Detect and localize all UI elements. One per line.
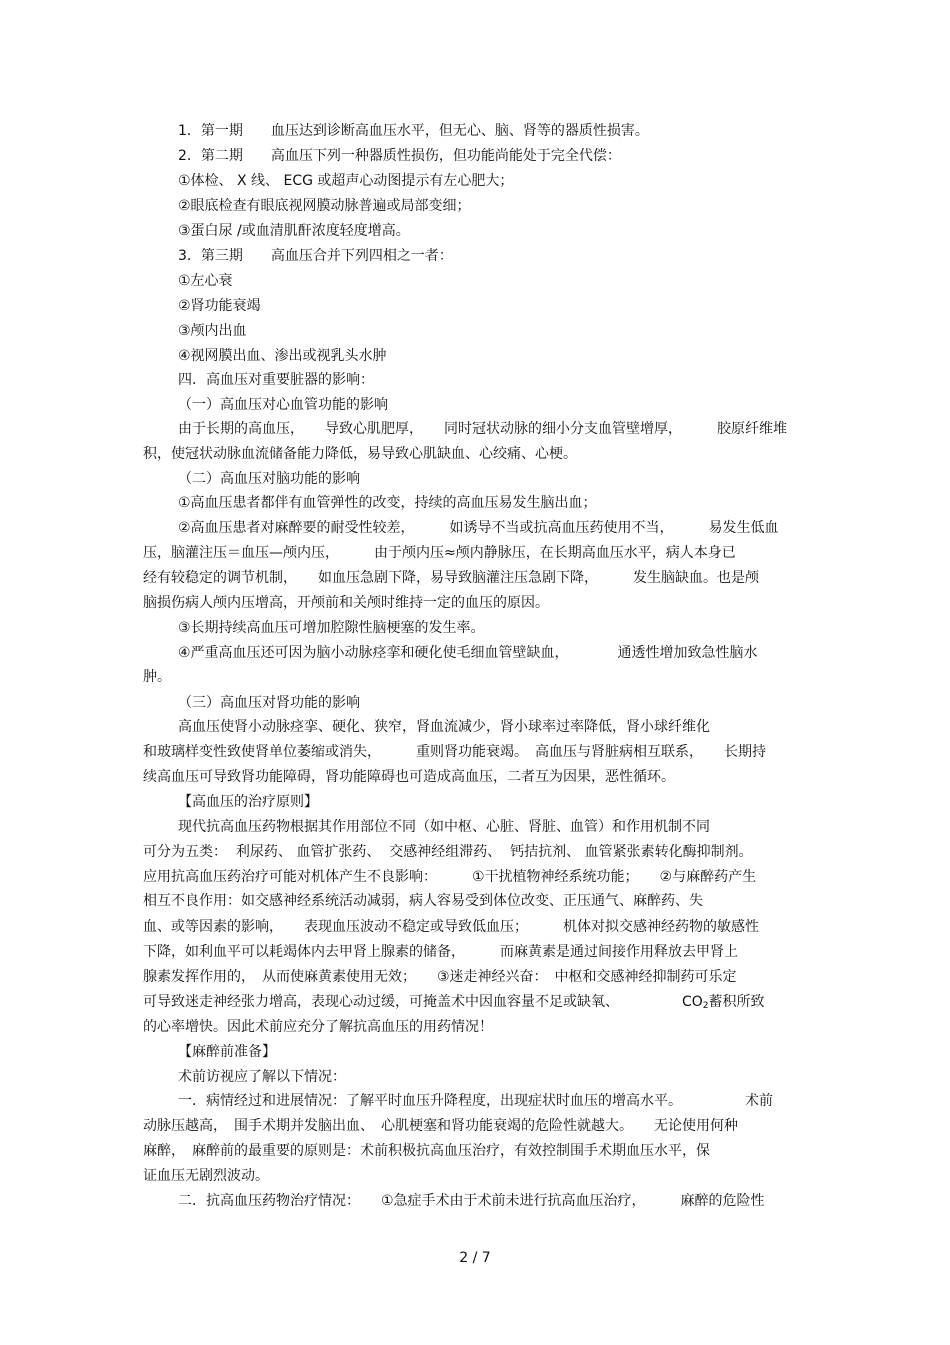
text-line: 证血压无剧烈波动。 — [143, 1168, 269, 1184]
text-line: 高血压使肾小动脉痉挛、硬化、狭窄，肾血流减少，肾小球率过率降低，肾小球纤维化 — [178, 719, 710, 735]
text-line: ④视网膜出血、渗出或视乳头水肿 — [178, 348, 387, 364]
text-line: 脑损伤病人颅内压增高，开颅前和关颅时维持一定的血压的原因。 — [143, 595, 549, 611]
text-line: 经有较稳定的调节机制， 如血压急剧下降，易导致脑灌注压急剧下降， 发生脑缺血。也是颅 — [143, 570, 759, 586]
text-line: 的心率增快。因此术前应充分了解抗高血压的用药情况！ — [143, 1019, 493, 1035]
text-line: 和玻璃样变性致使肾单位萎缩或消失， 重则肾功能衰竭。 高血压与肾脏病相互联系， 长期持 — [143, 744, 766, 760]
text-line: 四．高血压对重要脏器的影响： — [178, 372, 374, 388]
text-line: 相互不良作用：如交感神经系统活动减弱，病人容易受到体位改变、正压通气、麻醉药、失 — [143, 893, 703, 909]
text-line: ③长期持续高血压可增加腔隙性脑梗塞的发生率。 — [178, 620, 485, 636]
text-line: ③颅内出血 — [178, 323, 247, 339]
text-line: 现代抗高血压药物根据其作用部位不同（如中枢、心脏、肾脏、血管）和作用机制不同 — [178, 819, 710, 835]
text-line: 【高血压的治疗原则】 — [178, 794, 318, 810]
text-line: 下降，如利血平可以耗竭体内去甲肾上腺素的储备， 而麻黄素是通过间接作用释放去甲肾上 — [143, 944, 738, 960]
text-line: ③蛋白尿 /或血清肌酐浓度轻度增高。 — [178, 223, 410, 239]
page-number: 2 / 7 — [459, 1250, 491, 1266]
text-line: （三）高血压对肾功能的影响 — [178, 695, 360, 711]
text-line: ①左心衰 — [178, 273, 233, 289]
text-line: ②眼底检查有眼底视网膜动脉普遍或局部变细； — [178, 198, 471, 214]
text-line: 2．第二期 高血压下列一种器质性损伤，但功能尚能处于完全代偿： — [178, 148, 621, 164]
text-line: 麻醉， 麻醉前的最重要的原则是：术前积极抗高血压治疗，有效控制围手术期血压水平，保 — [143, 1143, 710, 1159]
text-line: 腺素发挥作用的， 从而使麻黄素使用无效； ③迷走神经兴奋： 中枢和交感神经抑制药可乐定 — [143, 969, 737, 985]
co2-subscript: 2 — [702, 1001, 709, 1011]
text-line: 可分为五类： 利尿药、 血管扩张药、 交感神经组滞药、 钙拮抗剂、 血管紧张素转化酶抑制剂。 — [143, 844, 753, 860]
text-line: 动脉压越高， 围手术期并发脑出血、 心肌梗塞和肾功能衰竭的危险性就越大。 无论使用何种 — [143, 1118, 738, 1134]
text-line: ①体检、 X 线、 ECG 或超声心动图提示有左心肥大； — [178, 173, 514, 189]
text-line-part: 可导致迷走神经张力增高，表现心动过缓，可掩盖术中因血容量不足或缺氧、 — [143, 994, 682, 1010]
text-line: 3．第三期 高血压合并下列四相之一者： — [178, 248, 453, 264]
text-line: ②肾功能衰竭 — [178, 298, 261, 314]
text-line: ②高血压患者对麻醉要的耐受性较差， 如诱导不当或抗高血压药使用不当， 易发生低血 — [178, 520, 779, 536]
text-line: 1．第一期 血压达到诊断高血压水平，但无心、脑、肾等的器质性损害。 — [178, 123, 649, 139]
text-line: 续高血压可导致肾功能障碍，肾功能障碍也可造成高血压，二者互为因果，恶性循环。 — [143, 769, 675, 785]
text-line: 二．抗高血压药物治疗情况： ①急症手术由于术前未进行抗高血压治疗， 麻醉的危险性 — [178, 1193, 765, 1209]
text-line: 血、或等因素的影响， 表现血压波动不稳定或导致低血压； 机体对拟交感神经药物的敏感性 — [143, 919, 759, 935]
text-line: 肿。 — [143, 669, 171, 685]
text-line: 术前访视应了解以下情况： — [178, 1069, 346, 1085]
text-line: 压，脑灌注压＝血压—颅内压， 由于颅内压≈颅内静脉压，在长期高血压水平，病人本身已 — [143, 545, 736, 561]
text-line: 由于长期的高血压， 导致心肌肥厚， 同时冠状动脉的细小分支血管壁增厚， 胶原纤维堆 — [178, 421, 787, 437]
text-line: 应用抗高血压药治疗可能对机体产生不良影响： ①干扰植物神经系统功能； ②与麻醉药产生 — [143, 869, 757, 885]
text-line: 积，使冠状动脉血流储备能力降低，易导致心肌缺血、心绞痛、心梗。 — [143, 446, 577, 462]
co2-text: CO — [682, 994, 703, 1010]
text-line: ①高血压患者都伴有血管弹性的改变，持续的高血压易发生脑出血； — [178, 495, 597, 511]
text-line: 一．病情经过和进展情况：了解平时血压升降程度，出现症状时血压的增高水平。 术前 — [178, 1093, 773, 1109]
text-line: ④严重高血压还可因为脑小动脉痉挛和硬化使毛细血管壁缺血， 通透性增加致急性脑水 — [178, 645, 758, 661]
text-line: （二）高血压对脑功能的影响 — [178, 471, 360, 487]
text-line: 【麻醉前准备】 — [178, 1044, 276, 1060]
text-line — [143, 993, 765, 1015]
co2-after: 蓄积所致 — [708, 994, 765, 1010]
text-line: （一）高血压对心血管功能的影响 — [178, 397, 388, 413]
co2-formula — [682, 994, 765, 1010]
